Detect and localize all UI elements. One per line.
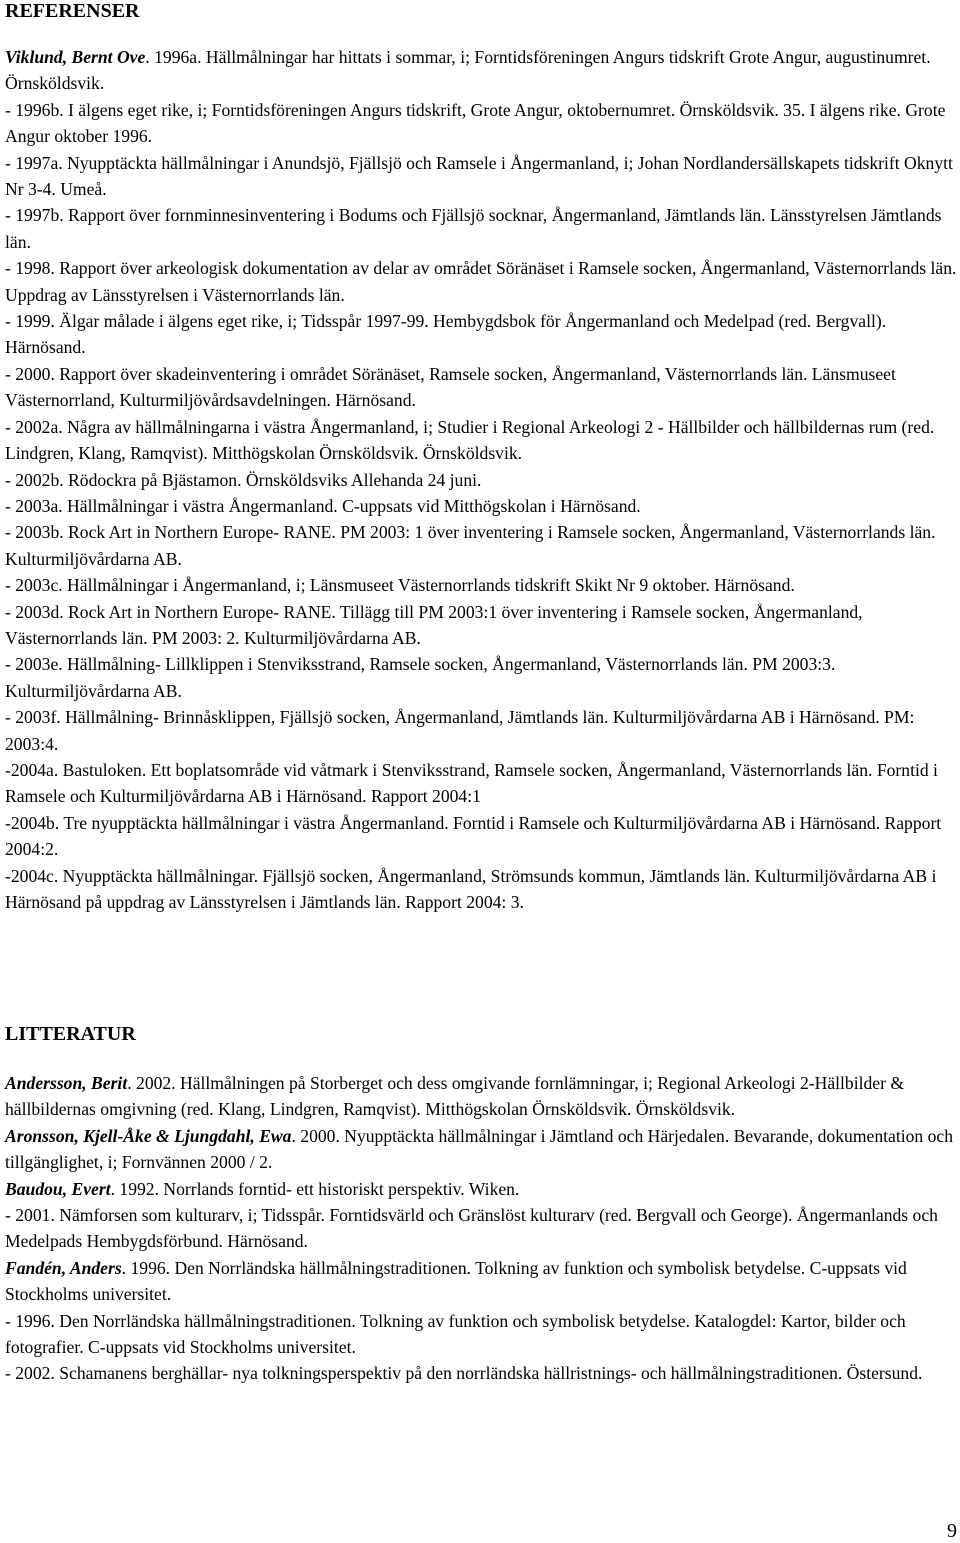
entry-text: - 2000. Rapport över skadeinventering i området Söränäset, Ramsele socken, Ångermanland, Västernorrlands län. Länsmuseet Västernorrland, Kulturmiljövårdsavdelningen. Härnösand. — [5, 363, 896, 411]
entry-text: -2004b. Tre nyupptäckta hällmålningar i västra Ångermanland. Forntid i Ramsele och Kulturmiljövårdarna AB i Härnösand. Rapport 2004:2. — [5, 812, 942, 860]
entry-author: Aronsson, Kjell-Åke & Ljungdahl, Ewa — [5, 1125, 292, 1146]
entry-author: Andersson, Berit — [5, 1073, 128, 1093]
literature-entry — [5, 1176, 957, 1202]
reference-entry — [5, 44, 957, 97]
reference-entry — [5, 467, 957, 493]
entry-text: . 2002. Hällmålningen på Storberget och dess omgivande fornlämningar, i; Regional Arkeologi 2-Hällbilder & hällbildernas omgivning (red. Klang, Lindgren, Ramqvist). Mitthögskolan Örnsköldsvik. Örnsköldsvik. — [5, 1073, 905, 1120]
references-heading: REFERENSER — [5, 0, 140, 22]
entry-text: . 2000. Nyupptäckta hällmålningar i Jämtland och Härjedalen. Bevarande, dokumentation och tillgänglighet, i; Fornvännen 2000 / 2. — [5, 1125, 953, 1173]
entry-text: - 1997b. Rapport över fornminnesinventering i Bodums och Fjällsjö socknar, Ångermanland, Jämtlands län. Länsstyrelsen Jämtlands län. — [5, 205, 942, 252]
entry-text: - 1996b. I älgens eget rike, i; Forntidsföreningen Angurs tidskrift, Grote Angur, oktobernumret. Örnsköldsvik. 35. I älgens rike. Grote Angur oktober 1996. — [5, 99, 946, 147]
entry-text: - 1998. Rapport över arkeologisk dokumentation av delar av området Söränäset i Ramsele socken, Ångermanland, Västernorrlands län. Uppdrag av Länsstyrelsen i Västernorrlands län. — [5, 258, 957, 305]
entry-text: - 1996. Den Norrländska hällmålningstraditionen. Tolkning av funktion och symbolisk betydelse. Katalogdel: Kartor, bilder och fotografier. C-uppsats vid Stockholms universitet. — [5, 1310, 906, 1358]
reference-entry — [5, 414, 957, 467]
literature-entry — [5, 1308, 957, 1361]
entry-text: - 1997a. Nyupptäckta hällmålningar i Anundsjö, Fjällsjö och Ramsele i Ångermanland, i; Johan Nordlandersällskapets tidskrift Oknytt Nr 3-4. Umeå. — [5, 152, 953, 200]
entry-text: -2004a. Bastuloken. Ett boplatsområde vid våtmark i Stenviksstrand, Ramsele socken, Ångermanland, Västernorrlands län. Forntid i Ramsele och Kulturmiljövårdarna AB i Härnösand. Rapport 2004:1 — [5, 759, 938, 807]
reference-entry — [5, 493, 957, 519]
reference-entry — [5, 202, 957, 255]
entry-text: - 2003a. Hällmålningar i västra Ångermanland. C-uppsats vid Mitthögskolan i Härnösand. — [5, 495, 641, 516]
reference-entry — [5, 97, 957, 150]
literature-entry — [5, 1123, 957, 1176]
literature-entry — [5, 1360, 957, 1386]
reference-entry — [5, 255, 957, 308]
reference-entry — [5, 519, 957, 572]
entry-text: - 2002a. Några av hällmålningarna i västra Ångermanland, i; Studier i Regional Arkeologi 2 - Hällbilder och hällbildernas rum (red. Lindgren, Klang, Ramqvist). Mitthögskolan Örnsköldsvik. Örnsköldsvik. — [5, 416, 935, 464]
entry-text: - 2003d. Rock Art in Northern Europe- RANE. Tillägg till PM 2003:1 över inventering i Ramsele socken, Ångermanland, Västernorrlands län. PM 2003: 2. Kulturmiljövårdarna AB. — [5, 601, 863, 648]
reference-entry — [5, 599, 957, 652]
entry-text: - 2003f. Hällmålning- Brinnåsklippen, Fjällsjö socken, Ångermanland, Jämtlands län. Kulturmiljövårdarna AB i Härnösand. PM: 2003:4. — [5, 707, 915, 754]
entry-text: - 1999. Älgar målade i älgens eget rike, i; Tidsspår 1997-99. Hembygdsbok för Ångermanland och Medelpad (red. Bergvall). Härnösand. — [5, 311, 887, 358]
literature-entry — [5, 1255, 957, 1308]
reference-entry — [5, 651, 957, 704]
reference-entry — [5, 361, 957, 414]
reference-entry — [5, 572, 957, 598]
literature-entry — [5, 1202, 957, 1255]
reference-entry — [5, 150, 957, 203]
reference-entry — [5, 308, 957, 361]
entry-text: -2004c. Nyupptäckta hällmålningar. Fjällsjö socken, Ångermanland, Strömsunds kommun, Jämtlands län. Kulturmiljövårdarna AB i Härnösand på uppdrag av Länsstyrelsen i Jämtlands län. Rapport 2004: 3. — [5, 865, 937, 912]
entry-text: - 2003c. Hällmålningar i Ångermanland, i; Länsmuseet Västernorrlands tidskrift Skikt Nr 9 oktober. Härnösand. — [5, 575, 795, 596]
reference-entry — [5, 704, 957, 757]
entry-text: - 2003b. Rock Art in Northern Europe- RANE. PM 2003: 1 över inventering i Ramsele socken, Ångermanland, Västernorrlands län. Kulturmiljövårdarna AB. — [5, 522, 936, 569]
literature-entry — [5, 1070, 957, 1123]
entry-text: . 1992. Norrlands forntid- ett historiskt perspektiv. Wiken. — [110, 1178, 520, 1199]
entry-author: Viklund, Bernt Ove — [5, 47, 146, 67]
entry-text: - 2002b. Rödockra på Bjästamon. Örnsköldsviks Allehanda 24 juni. — [5, 469, 482, 490]
entry-author: Baudou, Evert — [5, 1178, 111, 1199]
entry-text: . 1996. Den Norrländska hällmålningstraditionen. Tolkning av funktion och symbolisk betydelse. C-uppsats vid Stockholms universitet. — [5, 1257, 907, 1305]
references-list — [5, 44, 957, 915]
entry-author: Fandén, Anders — [5, 1257, 122, 1278]
reference-entry — [5, 810, 957, 863]
reference-entry — [5, 757, 957, 810]
entry-text: - 2001. Nämforsen som kulturarv, i; Tidsspår. Forntidsvärld och Gränslöst kulturarv (red. Bergvall och George). Ångermanlands och Medelpads Hembygdsförbund. Härnösand. — [5, 1205, 938, 1252]
literature-heading: LITTERATUR — [5, 1023, 136, 1045]
page-number: 9 — [947, 1520, 957, 1542]
entry-text: - 2003e. Hällmålning- Lillklippen i Stenviksstrand, Ramsele socken, Ångermanland, Västernorrlands län. PM 2003:3. Kulturmiljövårdarna AB. — [5, 654, 836, 701]
literature-list — [5, 1070, 957, 1387]
entry-text: . 1996a. Hällmålningar har hittats i sommar, i; Forntidsföreningen Angurs tidskrift Grote Angur, augustinumret. Örnsköldsvik. — [5, 47, 931, 94]
reference-entry — [5, 863, 957, 916]
entry-text: - 2002. Schamanens berghällar- nya tolkningsperspektiv på den norrländska hällristnings- och hällmålningstraditionen. Östersund. — [5, 1363, 923, 1384]
